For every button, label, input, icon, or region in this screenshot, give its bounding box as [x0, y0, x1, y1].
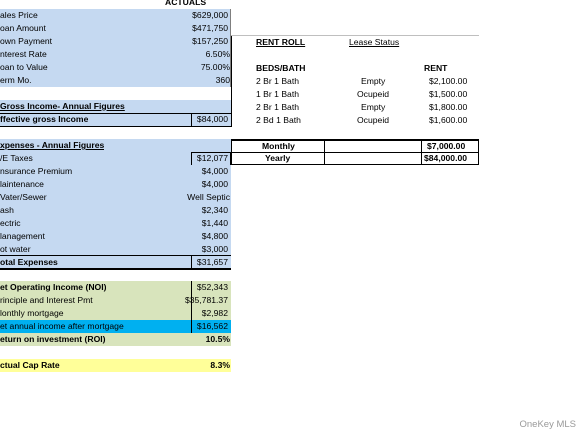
unit-status: Empty [361, 76, 386, 86]
effective-gross-bottom-border [0, 126, 231, 127]
effective-gross-divider [191, 113, 192, 126]
roi-label: eturn on investment (ROI) [0, 334, 106, 344]
unit-status: Ocupeid [357, 89, 390, 99]
totals-divider-2 [421, 139, 422, 165]
expense-label: lanagement [0, 231, 45, 241]
lease-status-header: Lease Status [349, 37, 400, 47]
expense-label: /E Taxes [0, 153, 33, 163]
expense-label: ot water [0, 244, 31, 254]
expense-value: Well Septic [187, 192, 230, 202]
monthly-mortgage-value: $2,982 [201, 308, 228, 318]
total-expenses-label: otal Expenses [0, 257, 58, 267]
interest-rate-label: nterest Rate [0, 49, 47, 59]
unit-beds: 2 Bd 1 Bath [256, 115, 301, 125]
cap-rate-label: ctual Cap Rate [0, 360, 60, 370]
rent-roll-left-border [231, 35, 232, 127]
net-after-mortgage-value: $16,562 [196, 321, 228, 331]
unit-rent: $2,100.00 [429, 76, 468, 86]
unit-rent: $1,800.00 [429, 102, 468, 112]
cap-rate-value: 8.3% [210, 360, 230, 370]
totals-bottom-border [231, 164, 479, 165]
expense-value: $2,340 [201, 205, 228, 215]
roi-value: 10.5% [205, 334, 230, 344]
expense-value: $4,000 [201, 166, 228, 176]
expenses-heading: xpenses - Annual Figures [0, 140, 105, 150]
rent-roll-title: RENT ROLL [256, 37, 306, 47]
unit-rent: $1,600.00 [429, 115, 468, 125]
term-value: 360 [215, 75, 230, 85]
effective-gross-value: $84,000 [196, 114, 228, 124]
unit-beds: 1 Br 1 Bath [256, 89, 299, 99]
totals-right-border [478, 139, 479, 165]
interest-rate-value: 6.50% [205, 49, 230, 59]
rent-header: RENT [424, 63, 448, 73]
totals-left-border [231, 139, 232, 165]
unit-rent: $1,500.00 [429, 89, 468, 99]
expenses-value-left-border [191, 152, 192, 165]
expense-label: ectric [0, 218, 21, 228]
expense-label: nsurance Premium [0, 166, 73, 176]
expense-value: $4,000 [201, 179, 228, 189]
monthly-mortgage-divider [191, 307, 192, 320]
effective-gross-label: ffective gross Income [0, 114, 89, 124]
rent-roll-top-border [231, 35, 479, 36]
total-expenses-value: $31,657 [196, 257, 228, 267]
unit-beds: 2 Br 1 Bath [256, 76, 299, 86]
watermark: OneKey MLS [519, 419, 576, 430]
down-payment-label: own Payment [0, 36, 53, 46]
net-after-mortgage-label: et annual income after mortgage [0, 321, 124, 331]
noi-divider [191, 281, 192, 294]
monthly-label: Monthly [262, 141, 295, 151]
loan-amount-label: oan Amount [0, 23, 46, 33]
actuals-header: ACTUALS [165, 0, 207, 7]
yearly-value: $84,000.00 [424, 153, 468, 163]
yearly-label: Yearly [265, 153, 291, 163]
total-expenses-top-border [0, 255, 231, 256]
pi-value: $35,781.37 [184, 295, 228, 305]
expense-value: $1,440 [201, 218, 228, 228]
unit-status: Ocupeid [357, 115, 390, 125]
totals-divider-1 [324, 139, 325, 165]
beds-bath-header: BEDS/BATH [256, 63, 306, 73]
monthly-value: $7,000.00 [427, 141, 466, 151]
loan-amount-value: $471,750 [192, 23, 228, 33]
monthly-mortgage-label: lonthly mortgage [0, 308, 64, 318]
net-after-mortgage-divider [191, 320, 192, 333]
loan-to-value-value: 75.00% [200, 62, 230, 72]
noi-label: et Operating Income (NOI) [0, 282, 107, 292]
sales-price-label: ales Price [0, 10, 38, 20]
expense-value: $4,800 [201, 231, 228, 241]
total-expenses-bottom-border [0, 268, 231, 270]
term-label: erm Mo. [0, 75, 32, 85]
loan-to-value-label: oan to Value [0, 62, 48, 72]
unit-status: Empty [361, 102, 386, 112]
expense-value: $3,000 [201, 244, 228, 254]
expense-label: Vater/Sewer [0, 192, 47, 202]
unit-beds: 2 Br 1 Bath [256, 102, 299, 112]
expense-value: $12,077 [196, 153, 228, 163]
expense-label: ash [0, 205, 14, 215]
sales-price-value: $629,000 [192, 10, 228, 20]
expense-label: laintenance [0, 179, 44, 189]
noi-value: $52,343 [196, 282, 228, 292]
total-expenses-divider [191, 255, 192, 268]
down-payment-value: $157,250 [192, 36, 228, 46]
actuals-background [0, 9, 231, 87]
pi-label: rinciple and Interest Pmt [0, 295, 93, 305]
gross-income-heading: Gross Income- Annual Figures [0, 101, 125, 111]
